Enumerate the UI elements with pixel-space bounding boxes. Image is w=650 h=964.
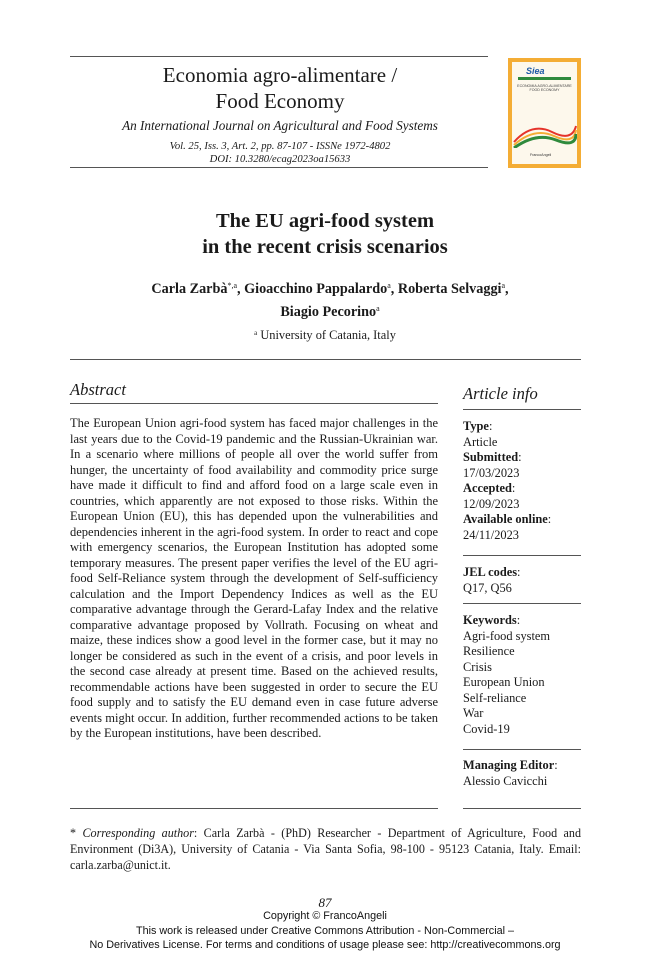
type-label: Type : bbox=[463, 419, 581, 435]
journal-citation: Vol. 25, Iss. 3, Art. 2, pp. 87-107 - ISSNe 1972-4802 bbox=[169, 141, 391, 152]
jel-codes-label: JEL codes : bbox=[463, 565, 581, 581]
journal-cover-image bbox=[508, 58, 581, 168]
footnote-label: Corresponding author bbox=[82, 826, 194, 840]
journal-title-line2: Food Economy bbox=[215, 89, 345, 113]
journal-subtitle: An International Journal on Agricultural and Food Systems bbox=[122, 118, 438, 133]
author-marks: a bbox=[387, 281, 391, 290]
author-separator: , bbox=[390, 281, 398, 297]
abstract-heading-rule bbox=[70, 403, 438, 404]
keyword-item: Covid-19 bbox=[463, 721, 510, 736]
info-bottom-rule bbox=[463, 808, 581, 809]
header-top-rule bbox=[70, 56, 488, 57]
author-marks: a bbox=[376, 304, 380, 313]
journal-title bbox=[70, 62, 490, 114]
author-separator: , bbox=[237, 281, 245, 297]
abstract-body: The European Union agri-food system has faced major challenges in the last years due to the Covid-19 pandemic and the Russian-Ukrainian war. In a scenario where millions of people all over the world suffer from hunger, the uncertainty of food availability and commodity price surge have made it difficult to find and afford food on a large scale even in countries, which apparently are not exposed to those risks. Within the European Union (EU), this has depended upon the vulnerabilities and dependencies inherent in the agri-food system. In order to react and cope with emergency scenarios, the European Institution has adopted some temporary measures. The present paper verifies the level of the EU agri-food Self-Reliance system through the development of Self-sufficiency calculation and the Import Dependency Indices as well as the EU comparative advantage through the Gerard-Lafay Index and the relative comparative advantage proposed by Vollrath. Focusing on wheat and maize, these indices show a good level in the former case, but it may no longer be considered as such in the event of a crisis, and poor levels in the second case already at present time. Based on the achieved results, recommendable actions have been suggested in order to secure the EU food supply and to satisfy the EU demand even in case future adverse events might occur. In addition, further recommended actions to be taken by the European institutions, have been described. bbox=[70, 416, 438, 740]
cover-inner bbox=[512, 62, 577, 164]
author-marks: a bbox=[501, 281, 506, 290]
page-number: 87 bbox=[318, 895, 332, 910]
keyword-item: Agri-food system bbox=[463, 628, 551, 643]
author-name: Roberta Selvaggi bbox=[397, 281, 502, 297]
keywords-block bbox=[463, 613, 581, 737]
keyword-item: Self-reliance bbox=[463, 690, 527, 705]
author-name: Carla Zarbà bbox=[151, 281, 228, 297]
submitted-value: 17/03/2023 bbox=[463, 465, 520, 480]
keywords-label: Keywords : bbox=[463, 613, 581, 629]
cover-logo: Siea bbox=[526, 66, 545, 76]
submitted-label: Submitted : bbox=[463, 450, 581, 466]
paper-title bbox=[0, 208, 650, 260]
author-separator: , bbox=[505, 281, 509, 297]
keyword-item: War bbox=[463, 706, 484, 720]
cover-publisher: FrancoAngeli bbox=[530, 153, 552, 157]
available-online-label: Available online : bbox=[463, 512, 581, 528]
jel-codes-block bbox=[463, 565, 581, 596]
journal-doi[interactable]: DOI: 10.3280/ecag2023oa15633 bbox=[209, 154, 351, 165]
affiliation bbox=[0, 328, 650, 343]
license-notice bbox=[0, 909, 650, 953]
paper-title-line1: The EU agri-food system bbox=[215, 210, 435, 232]
cover-logo-bar bbox=[518, 77, 571, 80]
title-divider bbox=[70, 359, 581, 360]
article-info-heading: Article info bbox=[463, 384, 538, 403]
abstract-bottom-rule bbox=[70, 808, 438, 809]
header-bottom-rule bbox=[70, 167, 488, 168]
managing-editor-label: Managing Editor : bbox=[463, 758, 581, 774]
license-line: This work is released under Creative Commons Attribution - Non-Commercial – bbox=[135, 924, 515, 937]
keyword-item: Resilience bbox=[463, 644, 515, 658]
license-terms-line[interactable]: No Derivatives License. For terms and conditions of usage please see: http://creativecommons.org bbox=[89, 939, 561, 951]
author-name: Gioacchino Pappalardo bbox=[244, 281, 388, 297]
cover-wave-graphic bbox=[512, 118, 577, 148]
info-divider bbox=[463, 749, 581, 750]
copyright-line: Copyright © FrancoAngeli bbox=[263, 910, 387, 922]
managing-editor-block bbox=[463, 758, 581, 789]
author-name: Biagio Pecorino bbox=[280, 304, 377, 320]
jel-codes-value: Q17, Q56 bbox=[463, 580, 512, 595]
paper-title-line2: in the recent crisis scenarios bbox=[202, 236, 448, 258]
author-list bbox=[60, 276, 600, 322]
article-info-rule bbox=[463, 409, 581, 410]
cover-text: ECONOMIA AGRO-ALIMENTARE FOOD ECONOMY bbox=[517, 84, 572, 93]
affiliation-mark: a bbox=[254, 329, 258, 337]
accepted-value: 12/09/2023 bbox=[463, 496, 520, 511]
affiliation-text: University of Catania, Italy bbox=[260, 328, 396, 342]
keyword-item: European Union bbox=[463, 675, 545, 689]
article-dates-block bbox=[463, 419, 581, 543]
abstract-heading: Abstract bbox=[70, 380, 126, 399]
corresponding-author-footnote bbox=[70, 826, 581, 873]
author-marks: *,a bbox=[227, 281, 238, 290]
keyword-item: Crisis bbox=[463, 659, 492, 674]
info-divider bbox=[463, 603, 581, 604]
footnote-marker: * bbox=[70, 826, 77, 840]
type-value: Article bbox=[463, 434, 498, 449]
journal-title-line1: Economia agro-alimentare / bbox=[162, 63, 398, 87]
available-online-value: 24/11/2023 bbox=[463, 527, 519, 542]
accepted-label: Accepted : bbox=[463, 481, 581, 497]
managing-editor-value: Alessio Cavicchi bbox=[463, 773, 548, 788]
footnote-text: : Carla Zarbà - (PhD) Researcher - Department of Agriculture, Food and Environment (Di3A), University of Catania - Via Santa Sofia, 98-100 - 95123 Catania, Italy. Email: carla.zarba@unict.it. bbox=[70, 826, 581, 872]
info-divider bbox=[463, 555, 581, 556]
journal-meta bbox=[70, 140, 490, 166]
